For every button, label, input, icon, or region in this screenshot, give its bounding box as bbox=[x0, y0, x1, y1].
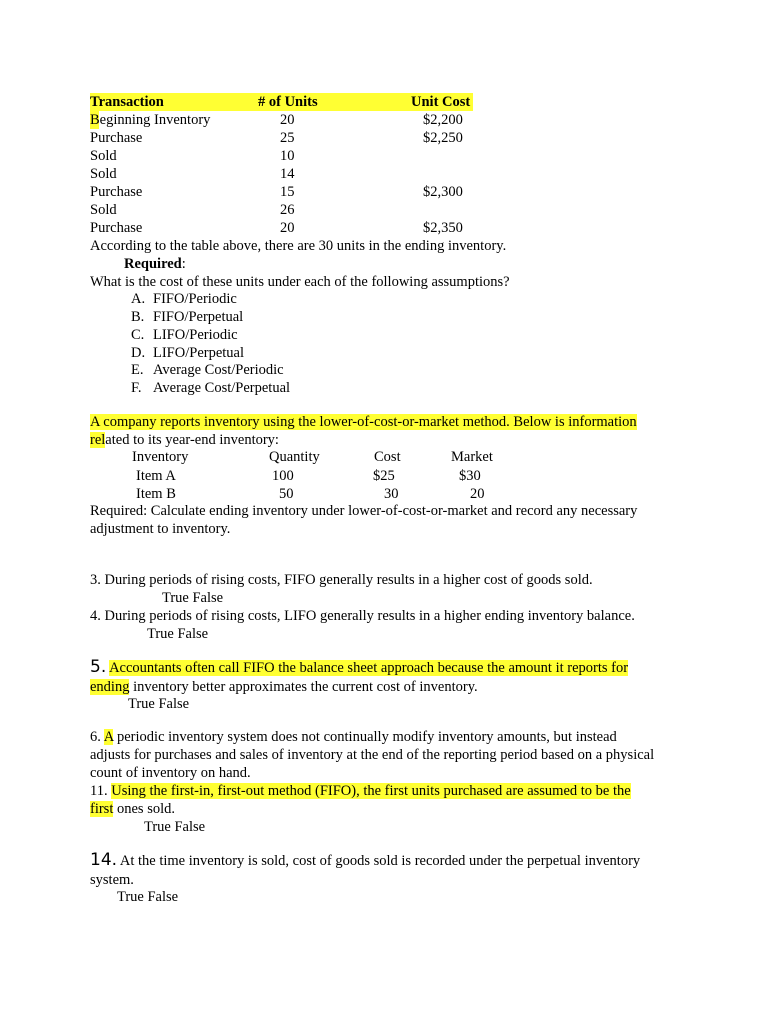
q2-line2-rest: ated to its year-end inventory: bbox=[105, 432, 279, 448]
q6-number: 6. bbox=[90, 729, 101, 745]
q1-option-d-letter: D. bbox=[131, 345, 146, 361]
lcm-header-inventory: Inventory bbox=[132, 449, 189, 465]
q4-text: 4. During periods of rising costs, LIFO generally results in a higher ending inventory balance. bbox=[90, 608, 635, 624]
q14-number: 14. bbox=[90, 850, 118, 870]
header-transaction: Transaction bbox=[90, 94, 164, 110]
q5-line2 bbox=[90, 678, 478, 696]
q2-line1 bbox=[90, 413, 637, 431]
row-5-units: 26 bbox=[280, 202, 295, 218]
q6-line1-rest: periodic inventory system does not continually modify inventory amounts, but instead bbox=[113, 729, 617, 745]
q11-number: 11. bbox=[90, 783, 108, 799]
q5-answer: True False bbox=[128, 696, 190, 712]
q1-required-colon: : bbox=[181, 256, 186, 272]
q4-answer: True False bbox=[147, 626, 209, 642]
q5-line1 bbox=[90, 658, 628, 677]
q6-line2: adjusts for purchases and sales of inventory at the end of the reporting period based on a physical bbox=[90, 747, 655, 763]
q11-line2-highlight: first bbox=[90, 801, 114, 817]
q1-question: What is the cost of these units under each of the following assumptions? bbox=[90, 274, 510, 290]
q11-line2-rest: ones sold. bbox=[113, 801, 175, 817]
q1-option-d-text: LIFO/Perpetual bbox=[153, 345, 245, 361]
row-6-units: 20 bbox=[280, 220, 295, 236]
header-unit-cost: Unit Cost bbox=[411, 94, 471, 110]
row-4-unit-cost: $2,300 bbox=[423, 184, 463, 200]
q3-text: 3. During periods of rising costs, FIFO generally results in a higher cost of goods sold. bbox=[90, 572, 593, 588]
lcm-row-0-cost: $25 bbox=[373, 468, 395, 484]
q3-answer: True False bbox=[162, 590, 224, 606]
q14-line1 bbox=[90, 851, 640, 870]
row-1-transaction: Purchase bbox=[90, 130, 143, 146]
q2-required-line1: Required: Calculate ending inventory under lower-of-cost-or-market and record any necessary bbox=[90, 503, 638, 519]
q2-line2 bbox=[90, 431, 279, 449]
q6-line3: count of inventory on hand. bbox=[90, 765, 251, 781]
q1-option-e-text: Average Cost/Periodic bbox=[153, 362, 284, 378]
q1-option-a-letter: A. bbox=[131, 291, 146, 307]
header-units: # of Units bbox=[258, 94, 318, 110]
lcm-row-1-quantity: 50 bbox=[279, 486, 294, 502]
q2-required-line2: adjustment to inventory. bbox=[90, 521, 231, 537]
q1-option-c-text: LIFO/Periodic bbox=[153, 327, 238, 343]
lcm-row-1-cost: 30 bbox=[384, 486, 399, 502]
q6-highlight-word: A bbox=[103, 729, 114, 745]
lcm-row-0-quantity: 100 bbox=[272, 468, 294, 484]
lcm-row-1-inventory: Item B bbox=[136, 486, 176, 502]
q1-option-f-text: Average Cost/Perpetual bbox=[153, 380, 291, 396]
row-2-units: 10 bbox=[280, 148, 295, 164]
q5-line1-highlight: Accountants often call FIFO the balance sheet approach because the amount it reports for bbox=[109, 660, 629, 676]
lcm-row-0-inventory: Item A bbox=[136, 468, 176, 484]
q5-number: 5. bbox=[90, 657, 107, 677]
q5-line2-rest: inventory better approximates the current cost of inventory. bbox=[129, 679, 478, 695]
row-6-transaction: Purchase bbox=[90, 220, 143, 236]
q11-line1-highlight: Using the first-in, first-out method (FIFO), the first units purchased are assumed to be the bbox=[111, 783, 631, 799]
q11-line2 bbox=[90, 800, 175, 818]
row-0-transaction: Beginning Inventory bbox=[90, 112, 211, 128]
lcm-header-quantity: Quantity bbox=[269, 449, 320, 465]
q14-line2: system. bbox=[90, 872, 134, 888]
row-4-transaction: Purchase bbox=[90, 184, 143, 200]
q2-line2-highlight: rel bbox=[90, 432, 106, 448]
row-0-units: 20 bbox=[280, 112, 295, 128]
q11-answer: True False bbox=[144, 819, 206, 835]
q1-required-label: Required bbox=[124, 256, 182, 272]
q1-option-c-letter: C. bbox=[131, 327, 145, 343]
q1-intro: According to the table above, there are 30 units in the ending inventory. bbox=[90, 238, 507, 254]
q1-required bbox=[124, 255, 186, 273]
row-5-transaction: Sold bbox=[90, 202, 117, 218]
row-4-units: 15 bbox=[280, 184, 295, 200]
lcm-row-1-market: 20 bbox=[470, 486, 485, 502]
lcm-header-cost: Cost bbox=[374, 449, 401, 465]
q1-option-b-letter: B. bbox=[131, 309, 145, 325]
q1-option-e-letter: E. bbox=[131, 362, 144, 378]
q14-answer: True False bbox=[117, 889, 179, 905]
lcm-header-market: Market bbox=[451, 449, 493, 465]
q14-line1-text: At the time inventory is sold, cost of goods sold is recorded under the perpetual inventory bbox=[117, 853, 641, 869]
row-3-units: 14 bbox=[280, 166, 295, 182]
lcm-row-0-market: $30 bbox=[459, 468, 481, 484]
row-1-units: 25 bbox=[280, 130, 295, 146]
row-6-unit-cost: $2,350 bbox=[423, 220, 463, 236]
q5-line2-highlight: ending bbox=[90, 679, 130, 695]
row-1-unit-cost: $2,250 bbox=[423, 130, 463, 146]
q6-line1 bbox=[90, 728, 617, 746]
row-0-unit-cost: $2,200 bbox=[423, 112, 463, 128]
row-2-transaction: Sold bbox=[90, 148, 117, 164]
q1-option-f-letter: F. bbox=[131, 380, 142, 396]
q2-line1-highlight: A company reports inventory using the lower-of-cost-or-market method. Below is information bbox=[90, 414, 637, 430]
q1-option-a-text: FIFO/Periodic bbox=[153, 291, 237, 307]
q11-line1 bbox=[90, 782, 631, 800]
row-3-transaction: Sold bbox=[90, 166, 117, 182]
q1-option-b-text: FIFO/Perpetual bbox=[153, 309, 244, 325]
